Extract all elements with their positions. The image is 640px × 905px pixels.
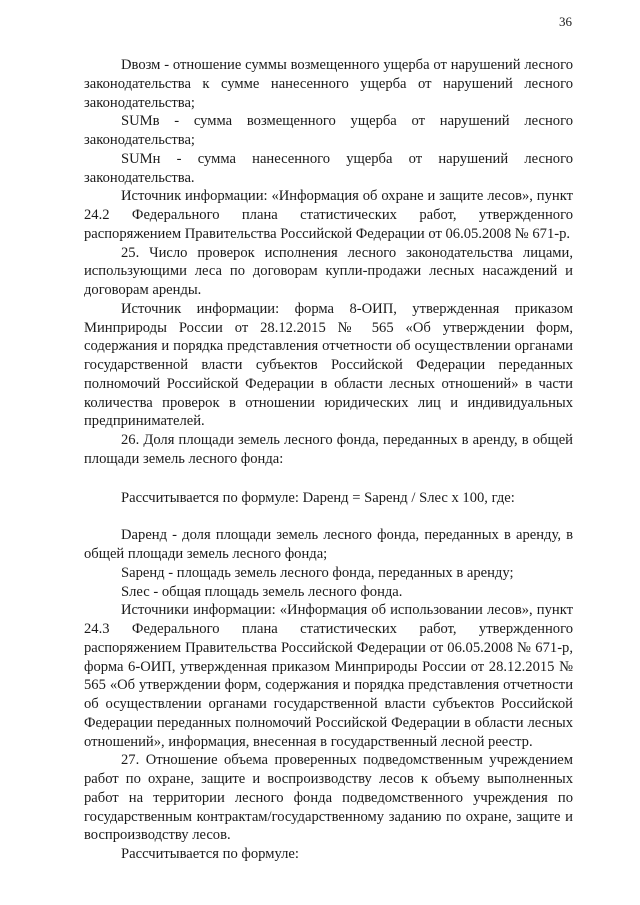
formula-intro: Рассчитывается по формуле: (121, 846, 299, 862)
item-26-heading: 26. Доля площади земель лесного фонда, переданных в аренду, в общей площади земель лесного фонда: (84, 432, 573, 467)
definition-sum-n: SUMн - сумма нанесенного ущерба от нарушений лесного законодательства. (84, 150, 573, 186)
definition-d-arend: Dаренд - доля площади земель лесного фонда, переданных в аренду, в общей площади земель лесного фонда; (84, 527, 573, 562)
definition-s-les: Sлес - общая площадь земель лесного фонда. (121, 583, 403, 600)
source-paragraph: Источник информации: форма 8-ОИП, утвержденная приказом Минприроды России от 28.12.2015 № 565 «Об утверждении форм, содержания и порядка представления отчетности об осуществлении органами государственной власти субъектов Российской Федерации переданных полномочий Российской Федерации в области лесных отношений» в части количества проверок в отношении юридических лиц и индивидуальных предпринимателей. (84, 300, 573, 430)
formula-line: Рассчитывается по формуле: Dаренд = Sаренд / Sлес х 100, где: (121, 489, 515, 506)
document-body (84, 56, 573, 864)
definition-sum-v: SUMв - сумма возмещенного ущерба от нарушений лесного законодательства; (84, 113, 573, 148)
sources-paragraph: Источники информации: «Информация об использовании лесов», пункт 24.3 Федерального плана статистических работ, утвержденного распоряжением Правительства Российской Федерации от 06.05.2008 № 671-р, форма 6-ОИП, утвержденная приказом Минприроды России от 28.12.2015 № 565 «Об утверждении форм, содержания и порядка представления отчетности об осуществлении органами государственной власти субъектов Российской Федерации переданных полномочий Российской Федерации в области лесных отношений», информация, внесенная в государственный лесной реестр. (84, 602, 573, 750)
item-25-heading: 25. Число проверок исполнения лесного законодательства лицами, использующими леса по договорам купли-продажи лесных насаждений и договорам аренды. (84, 244, 573, 298)
definition-d-vozm: Dвозм - отношение суммы возмещенного ущерба от нарушений лесного законодательства к сумме нанесенного ущерба от нарушений лесного законодательства; (84, 57, 573, 111)
source-paragraph: Источник информации: «Информация об охране и защите лесов», пункт 24.2 Федерального плана статистических работ, утвержденного распоряжением Правительства Российской Федерации от 06.05.2008 № 671-р. (84, 188, 573, 242)
definition-s-arend: Sаренд - площадь земель лесного фонда, переданных в аренду; (121, 564, 514, 581)
page-number: 36 (559, 14, 572, 29)
item-27-heading: 27. Отношение объема проверенных подведомственным учреждением работ по охране, защите и воспроизводству лесов к объему выполненных работ на территории лесного фонда подведомственного учреждения по государственным контрактам/государственному заданию по охране, защите и воспроизводству лесов. (84, 752, 573, 844)
